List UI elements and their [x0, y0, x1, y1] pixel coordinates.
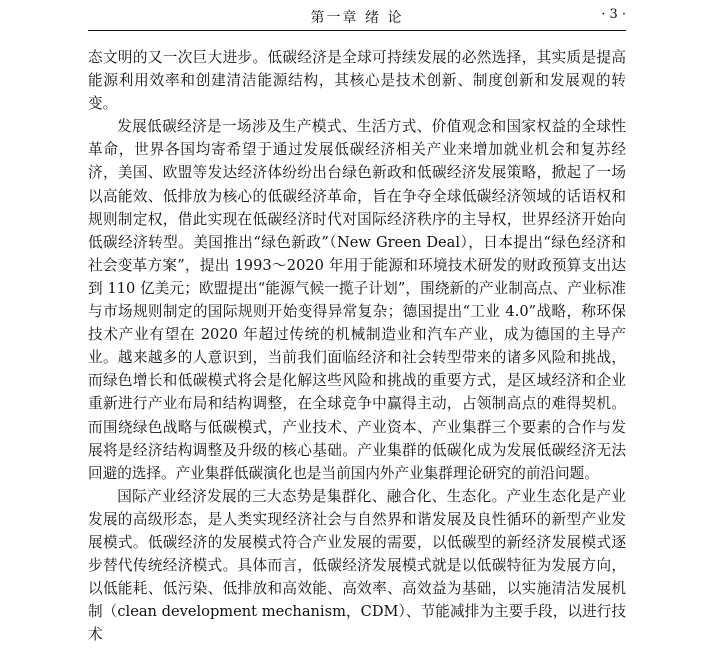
header-rule [88, 30, 626, 31]
body-text [88, 46, 626, 646]
page-header [88, 0, 626, 28]
paragraph-industry-trends: 国际产业经济发展的三大态势是集群化、融合化、生态化。产业生态化是产业发展的高级形态，是人类实现经济社会与自然界和谐发展及良性循环的新型产业发展模式。低碳经济的发展模式符合产业发展的需要，以低碳型的新经济发展模式逐步替代传统经济模式。具体而言，低碳经济发展模式就是以低碳特征为发展方向，以低能耗、低污染、低排放和高效能、高效率、高效益为基础，以实施清洁发展机制（clean development mechanism，CDM）、节能减排为主要手段，以进行技术 [88, 487, 626, 644]
page-number: · 3 · [601, 7, 626, 22]
paragraph-continuation: 态文明的又一次巨大进步。低碳经济是全球可持续发展的必然选择，其实质是提高能源利用效率和创建清洁能源结构，其核心是技术创新、制度创新和发展观的转变。 [88, 49, 626, 113]
chapter-title: 第一章 绪 论 [310, 10, 404, 26]
paragraph-low-carbon-revolution: 发展低碳经济是一场涉及生产模式、生活方式、价值观念和国家权益的全球性革命，世界各国均寄希望于通过发展低碳经济相关产业来增加就业机会和复苏经济，美国、欧盟等发达经济体纷纷出台绿色新政和低碳经济发展策略，掀起了一场以高能效、低排放为核心的低碳经济革命，旨在争夺全球低碳经济领域的话语权和规则制定权，借此实现在低碳经济时代对国际经济秩序的主导权，世界经济开始向低碳经济转型。美国推出“绿色新政”（New Green Deal），日本提出“绿色经济和社会变革方案”，提出 1993～2020 年用于能源和环境技术研发的财政预算支出达到 110 亿美元；欧盟提出“能源气候一揽子计划”，围绕新的产业制高点、产业标准与市场规则制定的国际规则开始变得异常复杂；德国提出“工业 4.0”战略，称环保技术产业有望在 2020 年超过传统的机械制造业和汽车产业，成为德国的主导产业。越来越多的人意识到，当前我们面临经济和社会转型带来的诸多风险和挑战，而绿色增长和低碳模式将会是化解这些风险和挑战的重要方式，是区域经济和企业重新进行产业布局和结构调整，在全球竞争中赢得主动，占领制高点的难得契机。而围绕绿色战略与低碳模式，产业技术、产业资本、产业集群三个要素的合作与发展将是经济结构调整及升级的核心基础。产业集群的低碳化成为发展低碳经济无法回避的选择。产业集群低碳演化也是当前国内外产业集群理论研究的前沿问题。 [88, 118, 626, 482]
